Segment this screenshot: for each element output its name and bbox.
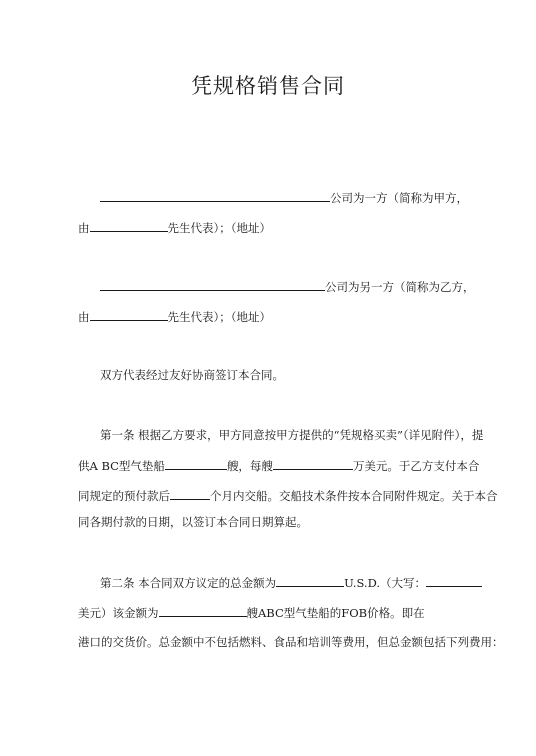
representative-blank bbox=[90, 309, 168, 321]
party-a-line-2 bbox=[78, 220, 468, 235]
article-2-text: 艘ABC型气垫船的FOB价格。即在 bbox=[246, 606, 425, 620]
article-2-text: U.S.D.（大写： bbox=[344, 576, 427, 590]
article-2-text: 第二条 本合同双方议定的总金额为 bbox=[100, 576, 277, 590]
article-2-text: 美元）该金额为 bbox=[78, 606, 159, 620]
article-1-line-3 bbox=[78, 488, 498, 503]
party-a-prefix: 由 bbox=[78, 221, 90, 235]
article-2-line-2 bbox=[78, 605, 468, 620]
article-1-text: 同规定的预付款后 bbox=[78, 489, 170, 503]
representative-blank bbox=[90, 220, 168, 232]
article-1-line-4: 同各期付款的日期，以签订本合同日期算起。 bbox=[78, 515, 308, 529]
article-2-line-3: 港口的交货价。总金额中不包括燃料、食品和培训等费用，但总金额包括下列费用： bbox=[78, 635, 504, 649]
price-blank bbox=[273, 458, 353, 470]
article-1-text: 个月内交船。交船技术条件按本合同附件规定。关于本合 bbox=[210, 489, 498, 503]
document-title: 凭规格销售合同 bbox=[191, 74, 345, 98]
article-1-text: 艘，每艘 bbox=[226, 459, 273, 473]
article-1-line-2 bbox=[78, 458, 480, 473]
quantity-blank bbox=[165, 458, 227, 470]
total-amount-blank bbox=[276, 575, 344, 587]
party-b-company-text: 公司为另一方（简称为乙方， bbox=[325, 280, 475, 294]
boat-count-blank bbox=[159, 605, 247, 617]
company-blank bbox=[100, 190, 330, 202]
company-blank bbox=[100, 279, 325, 291]
party-a-company-text: 公司为一方（简称为甲方， bbox=[330, 191, 468, 205]
party-b-prefix: 由 bbox=[78, 310, 90, 324]
article-1-text: 万美元。于乙方支付本合 bbox=[352, 459, 480, 473]
months-blank bbox=[170, 488, 210, 500]
party-a-representative-text: 先生代表）；（地址） bbox=[167, 221, 271, 235]
party-a-line-1 bbox=[100, 190, 470, 205]
article-2-line-1 bbox=[100, 575, 470, 590]
party-b-line-1 bbox=[100, 279, 475, 294]
article-1-text: 供A BC型气垫船 bbox=[78, 459, 165, 473]
intro-paragraph: 双方代表经过友好协商签订本合同。 bbox=[100, 368, 284, 382]
party-b-line-2 bbox=[78, 309, 468, 324]
party-b-representative-text: 先生代表）；（地址） bbox=[167, 310, 271, 324]
article-1-line-1: 第一条 根据乙方要求，甲方同意按甲方提供的“凭规格买卖”（详见附件），提 bbox=[100, 428, 484, 442]
amount-in-words-blank bbox=[426, 575, 482, 587]
